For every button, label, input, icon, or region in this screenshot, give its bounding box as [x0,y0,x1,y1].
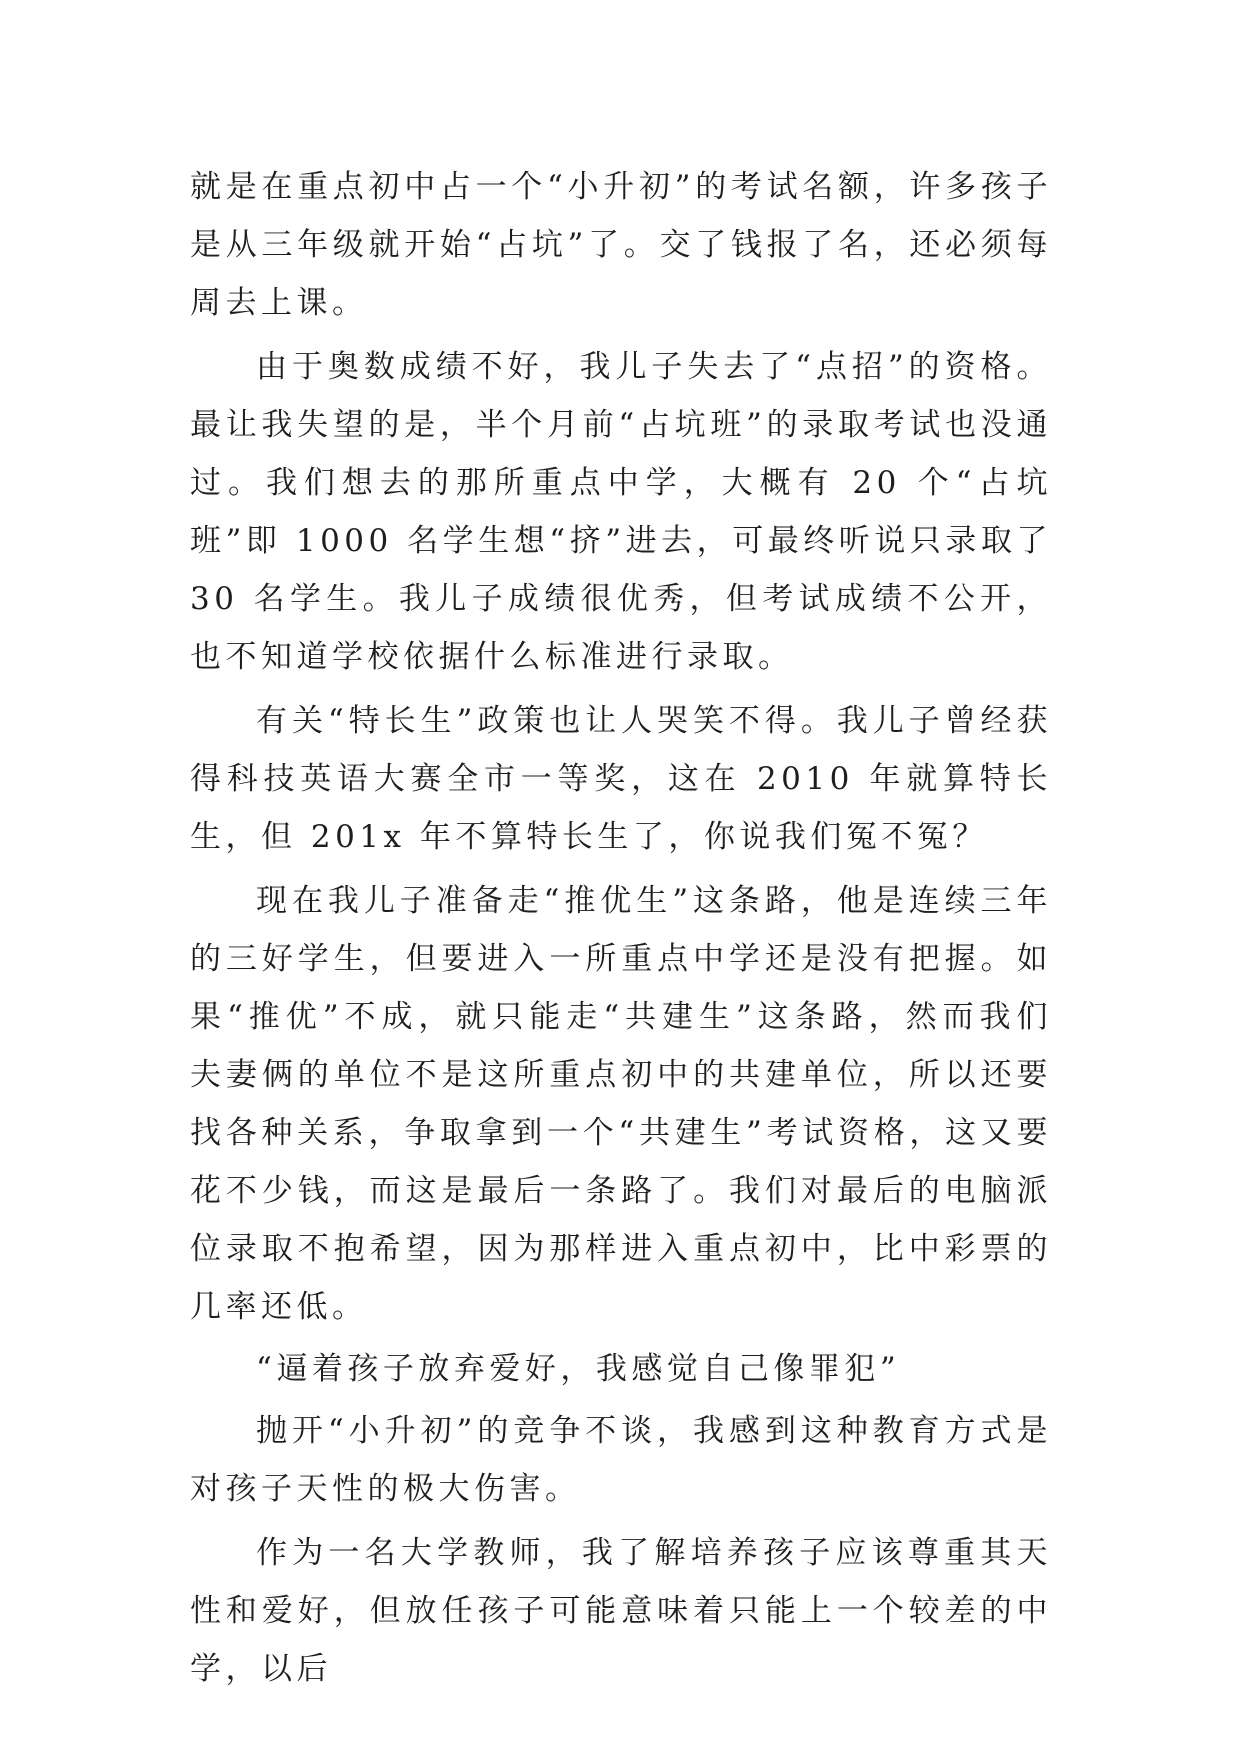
paragraph-3: 有关“特长生”政策也让人哭笑不得。我儿子曾经获得科技英语大赛全市一等奖，这在 2010 年就算特长生，但 201x 年不算特长生了，你说我们冤不冤？ [190,703,1052,855]
paragraph-7: 作为一名大学教师，我了解培养孩子应该尊重其天性和爱好，但放任孩子可能意味着只能上一个较差的中学，以后 [190,1535,1052,1687]
section-heading: “逼着孩子放弃爱好，我感觉自己像罪犯” [256,1351,901,1387]
paragraph-4: 现在我儿子准备走“推优生”这条路，他是连续三年的三好学生，但要进入一所重点中学还是没有把握。如果“推优”不成，就只能走“共建生”这条路，然而我们夫妻俩的单位不是这所重点初中的共建单位，所以还要找各种关系，争取拿到一个“共建生”考试资格，这又要花不少钱，而这是最后一条路了。我们对最后的电脑派位录取不抱希望，因为那样进入重点初中，比中彩票的几率还低。 [190,883,1052,1325]
paragraph-6: 抛开“小升初”的竞争不谈，我感到这种教育方式是对孩子天性的极大伤害。 [190,1413,1052,1507]
document-body [190,158,1052,1698]
paragraph-2: 由于奥数成绩不好，我儿子失去了“点招”的资格。最让我失望的是，半个月前“占坑班”的录取考试也没通过。我们想去的那所重点中学，大概有 20 个“占坑班”即 1000 名学生想“挤”进去，可最终听说只录取了 30 名学生。我儿子成绩很优秀，但考试成绩不公开，也不知道学校依据什么标准进行录取。 [190,349,1052,675]
paragraph-1: 就是在重点初中占一个“小升初”的考试名额，许多孩子是从三年级就开始“占坑”了。交了钱报了名，还必须每周去上课。 [190,169,1052,321]
